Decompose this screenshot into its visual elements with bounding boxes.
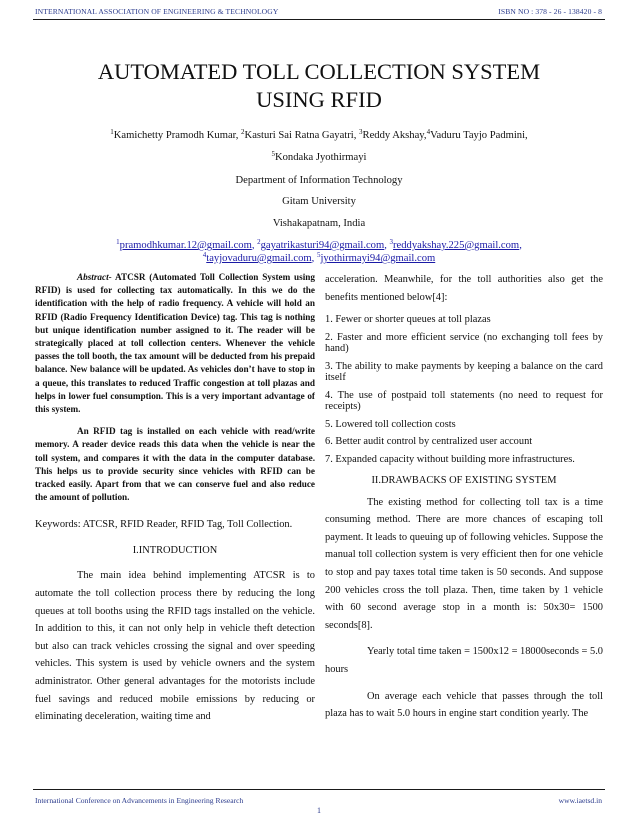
author-name: Kamichetty Pramodh Kumar,: [113, 130, 242, 141]
abstract-label: Abstract-: [77, 272, 112, 282]
abstract-paragraph-1: [35, 271, 315, 416]
email-sup: 3: [389, 238, 394, 246]
email-sup: 4: [202, 251, 207, 259]
author-name: Vaduru Tayjo Padmini,: [430, 130, 528, 141]
page-number: 1: [317, 806, 321, 815]
list-item: 4. The use of postpaid toll statements (no need to request for receipts): [325, 389, 603, 413]
email-list: [0, 240, 638, 251]
keywords: Keywords: ATCSR, RFID Reader, RFID Tag, Toll Collection.: [35, 519, 293, 531]
title-line-2: USING RFID: [256, 87, 382, 112]
author-name: Reddy Akshay,: [362, 130, 427, 141]
abstract: [35, 271, 315, 504]
author-name: Kasturi Sai Ratna Gayatri,: [244, 130, 359, 141]
list-item: 3. The ability to make payments by keeping a balance on the card itself: [325, 360, 603, 384]
yearly-time-paragraph: Yearly total time taken = 1500x12 = 18000seconds = 5.0 hours: [325, 646, 603, 676]
header-rule: [33, 19, 605, 20]
average-wait-paragraph: On average each vehicle that passes through the toll plaza has to wait 5.0 hours in engine start condition yearly. The: [325, 690, 603, 720]
author-list: [0, 130, 638, 141]
department: Department of Information Technology: [235, 175, 403, 186]
list-item: 7. Expanded capacity without building more infrastructures.: [325, 453, 575, 465]
university: Gitam University: [282, 196, 356, 207]
section-heading-drawbacks: II.DRAWBACKS OF EXISTING SYSTEM: [371, 475, 557, 487]
running-footer-left: International Conference on Advancements in Engineering Research: [35, 796, 244, 805]
running-header-right: ISBN NO : 378 - 26 - 138420 - 8: [498, 7, 602, 16]
author-list-2: [0, 152, 638, 163]
continued-paragraph: acceleration. Meanwhile, for the toll authorities also get the benefits mentioned below[4]:: [325, 274, 603, 303]
author-sup: 1: [110, 128, 114, 136]
running-header-left: INTERNATIONAL ASSOCIATION OF ENGINEERING & TECHNOLOGY: [35, 7, 279, 16]
list-item: 1. Fewer or shorter queues at toll plazas: [325, 314, 491, 326]
benefits-list: [325, 314, 603, 465]
email-link[interactable]: reddyakshay.225@gmail.com: [393, 240, 520, 251]
author-name: Kondaka Jyothirmayi: [274, 152, 367, 163]
email-link[interactable]: tayjovaduru@gmail.com: [206, 253, 312, 264]
drawbacks-paragraph: The existing method for collecting toll tax is a time consuming method. There are more chances of escaping toll payment. It leads to queuing up of following vehicles. Suppose the manual toll collection system is very efficient then for one vehicle to stop and pay taxes total time taken is 50 seconds. And suppose 200 vehicles cross the toll plaza. Then, time taken by 1 vehicle with 60 second average stop in a month is: 50x30= 1500 seconds[8].: [325, 496, 603, 631]
list-item: 5. Lowered toll collection costs: [325, 418, 456, 430]
email-link[interactable]: jyothirmayi94@gmail.com: [320, 253, 436, 264]
footer-rule: [33, 789, 605, 790]
left-column: [35, 271, 315, 726]
list-item: 2. Faster and more efficient service (no exchanging toll fees by hand): [325, 331, 603, 355]
email-sep: ,: [251, 240, 258, 251]
author-sup: 3: [359, 128, 363, 136]
section-heading-intro: I.INTRODUCTION: [132, 544, 218, 556]
author-sup: 2: [241, 128, 245, 136]
email-sup: 5: [316, 251, 321, 259]
email-sep: ,: [311, 253, 317, 264]
abstract-text: ATCSR (Automated Toll Collection System using RFID) is used for collecting tax automatically. In this we do the identification with the help of radio frequency. A vehicle will hold an RFID (Radio Frequency Identification Device) tag. This tag is nothing but unique identification number assigned to it. The reader will be strategically placed at toll collection centers. Whenever the vehicle passes the toll booth, the tax amount will be deducted from his prepaid balance. New balance will be updated. As vehicles don’t have to stop in a queue, this translates to reduced Traffic congestion at toll plazas and helps in lower fuel consumption. This is a very important advantage of this system.: [35, 272, 315, 415]
email-sep: ,: [384, 240, 390, 251]
email-list-2: [0, 253, 638, 264]
email-sep: ,: [519, 240, 522, 251]
abstract-paragraph-2: An RFID tag is installed on each vehicle with read/write memory. A reader device reads this data when the vehicle is near the toll system, and compares it with the data in the computer database. This helps us to provide security since vehicles with RFID can be tracked easily. Apart from that we can conserve fuel and also reduce the amount of pollution.: [35, 426, 315, 503]
paper-title: [0, 58, 638, 114]
email-link[interactable]: pramodhkumar.12@gmail.com: [119, 240, 252, 251]
email-sup: 1: [116, 238, 120, 246]
right-column: [325, 271, 603, 723]
email-sup: 2: [257, 238, 261, 246]
author-sup: 4: [426, 128, 431, 136]
author-sup: 5: [271, 150, 275, 158]
city: Vishakapatnam, India: [272, 218, 366, 229]
title-line-1: AUTOMATED TOLL COLLECTION SYSTEM: [97, 59, 541, 84]
intro-paragraph: The main idea behind implementing ATCSR is to automate the toll collection process there by reducing the long queues at toll booths using the RFID tags installed on the vehicle. In addition to this, it can not only help in vehicle theft detection but also can track vehicles crossing the signal and over speeding vehicles. This system is used by vehicle owners and the system administrator. Other general advantages for the motorists include fuel savings and reduced mobile emissions by reducing or eliminating deceleration, waiting time and: [35, 570, 315, 723]
list-item: 6. Better audit control by centralized user account: [325, 436, 533, 448]
email-link[interactable]: gayatrikasturi94@gmail.com: [260, 240, 385, 251]
running-footer-right: www.iaetsd.in: [558, 796, 602, 805]
